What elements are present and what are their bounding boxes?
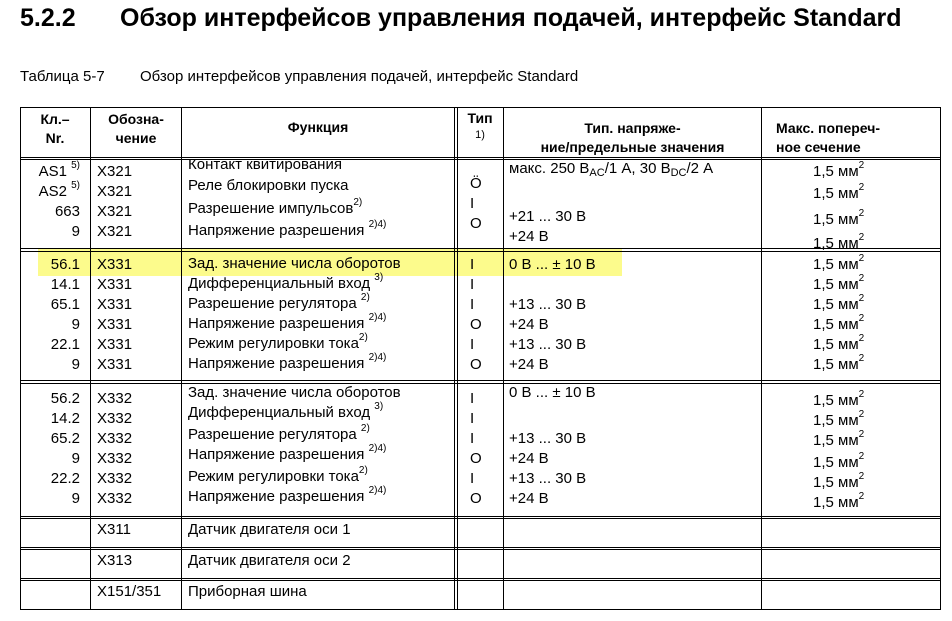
header-section-line2: ное сечение xyxy=(776,139,861,155)
terminal-value: 663 xyxy=(54,203,80,220)
grid-line xyxy=(20,518,941,519)
function-value xyxy=(188,254,401,274)
header-designation-line1: Обозна- xyxy=(108,111,164,127)
section-text: 1,5 мм xyxy=(813,235,859,252)
section-value xyxy=(813,162,864,182)
voltage-value: +24 В xyxy=(509,316,549,333)
designation-value: X331 xyxy=(97,336,133,353)
header-voltage xyxy=(505,119,760,157)
superscript: 2 xyxy=(858,333,865,344)
section-number: 5.2.2 xyxy=(20,4,76,32)
group3-sections xyxy=(813,389,864,509)
table-cell xyxy=(22,182,80,202)
function-text: Дифференциальный вход xyxy=(188,275,371,292)
section-text: 1,5 мм xyxy=(813,392,859,409)
section-value xyxy=(813,493,864,513)
section-text: 1,5 мм xyxy=(813,474,859,491)
terminal-value: 9 xyxy=(71,356,80,373)
type-value: I xyxy=(470,390,475,407)
function-value xyxy=(188,403,401,423)
superscript: 2 xyxy=(858,353,865,364)
grid-line xyxy=(20,383,941,384)
voltage-value xyxy=(509,403,596,423)
group1-designations xyxy=(97,162,132,242)
group3-terminals xyxy=(22,389,80,509)
footnote-ref: 2) xyxy=(360,292,370,303)
grid-line xyxy=(20,580,941,581)
terminal-value: 14.1 xyxy=(50,276,80,293)
footnote-ref: 2)4) xyxy=(368,219,387,230)
function-value xyxy=(188,314,401,334)
grid-line xyxy=(20,159,941,160)
section-text: 1,5 мм xyxy=(813,494,859,511)
type-value: I xyxy=(470,195,475,212)
grid-line xyxy=(181,107,182,610)
footnote-ref: 2)4) xyxy=(368,443,387,454)
grid-line xyxy=(20,516,941,517)
group2-voltages xyxy=(509,255,596,375)
terminal-value: 9 xyxy=(71,316,80,333)
superscript: 2 xyxy=(858,409,865,420)
terminal-value: 9 xyxy=(71,450,80,467)
group2-sections xyxy=(813,255,864,375)
voltage-value: +13 ... 30 В xyxy=(509,470,587,487)
footnote-ref: 3) xyxy=(374,401,384,412)
terminal-value: 22.2 xyxy=(50,470,80,487)
function-text: Дифференциальный вход xyxy=(188,404,371,421)
terminal-value: AS1 xyxy=(38,163,67,180)
designation-value: X331 xyxy=(97,356,133,373)
function-value xyxy=(188,334,401,354)
terminal-value: AS2 xyxy=(38,183,67,200)
grid-line xyxy=(20,549,941,550)
type-value: I xyxy=(470,470,475,487)
grid-line xyxy=(940,107,941,610)
section-text: 1,5 мм xyxy=(813,316,859,333)
header-section-line1: Макс. попереч- xyxy=(776,120,881,136)
designation-value: X321 xyxy=(97,203,133,220)
function-value: Приборная шина xyxy=(188,583,307,600)
voltage-value: +13 ... 30 В xyxy=(509,336,587,353)
function-text: Реле блокировки пуска xyxy=(188,177,349,194)
designation-value: X311 xyxy=(97,521,131,538)
type-value: I xyxy=(470,430,475,447)
footnote-ref: 5) xyxy=(71,180,80,191)
group2-functions xyxy=(188,254,401,374)
voltage-value: +24 В xyxy=(509,228,549,245)
section-value xyxy=(813,234,864,254)
footnote-ref: 2)4) xyxy=(368,485,387,496)
section-value xyxy=(813,431,864,451)
section-value xyxy=(813,411,864,431)
type-value: I xyxy=(470,256,475,273)
header-terminal-line1: Кл.– xyxy=(40,111,70,127)
grid-line xyxy=(503,107,504,610)
function-text: Напряжение разрешения xyxy=(188,488,365,505)
function-text: Контакт квитирования xyxy=(188,156,342,173)
function-text: Разрешение регулятора xyxy=(188,295,357,312)
grid-line xyxy=(20,157,941,158)
terminal-value: 56.2 xyxy=(50,390,80,407)
terminal-value: 56.1 xyxy=(50,256,80,273)
superscript: 2 xyxy=(858,273,865,284)
group2-designations xyxy=(97,255,132,375)
voltage-value xyxy=(509,275,596,295)
footnote-ref: 5) xyxy=(71,160,80,171)
voltage-value: +24 В xyxy=(509,356,549,373)
table-cell xyxy=(22,202,80,222)
header-type-note: 1) xyxy=(475,129,485,141)
section-text: 1,5 мм xyxy=(813,432,859,449)
voltage-value xyxy=(509,183,713,203)
function-value xyxy=(188,155,386,175)
function-value xyxy=(188,383,401,403)
header-voltage-line2: ние/предельные значения xyxy=(540,139,725,155)
section-value xyxy=(813,391,864,411)
header-type-line1: Тип xyxy=(467,110,493,126)
header-terminal xyxy=(22,110,88,148)
designation-value: X331 xyxy=(97,256,133,273)
superscript: 2 xyxy=(858,232,865,243)
section-text: 1,5 мм xyxy=(813,163,859,180)
function-value xyxy=(188,425,401,445)
group1-voltages xyxy=(509,159,713,243)
section-text: 1,5 мм xyxy=(813,412,859,429)
function-text: Разрешение импульсов xyxy=(188,200,354,217)
superscript: 2 xyxy=(858,429,865,440)
section-value xyxy=(813,355,864,375)
designation-value: X332 xyxy=(97,450,133,467)
group3-types xyxy=(470,389,482,509)
grid-line xyxy=(20,547,941,548)
footnote-ref: 2) xyxy=(358,332,368,343)
function-text: Напряжение разрешения xyxy=(188,355,365,372)
voltage-value: 0 В ... ± 10 В xyxy=(509,384,596,401)
superscript: 2 xyxy=(858,471,865,482)
function-text: Режим регулировки тока xyxy=(188,468,359,485)
function-text: Напряжение разрешения xyxy=(188,222,365,239)
designation-value: X332 xyxy=(97,390,133,407)
group2-types xyxy=(470,255,482,375)
group3-functions xyxy=(188,383,401,503)
terminal-value: 22.1 xyxy=(50,336,80,353)
table-number: Таблица 5-7 xyxy=(20,68,105,85)
superscript: 2 xyxy=(858,451,865,462)
superscript: 2 xyxy=(858,253,865,264)
type-value: I xyxy=(470,276,475,293)
voltage-text: /1 А, 30 В xyxy=(604,160,671,177)
grid-line xyxy=(20,251,941,252)
function-value xyxy=(188,467,401,487)
voltage-value: +24 В xyxy=(509,490,549,507)
function-value xyxy=(188,199,386,219)
function-value xyxy=(188,221,386,241)
grid-line xyxy=(20,609,941,610)
voltage-text: /2 А xyxy=(686,160,714,177)
grid-line xyxy=(457,107,458,610)
type-value: O xyxy=(470,490,482,507)
superscript: 2 xyxy=(858,491,865,502)
section-value xyxy=(813,184,864,204)
footnote-ref: 2)4) xyxy=(368,312,387,323)
section-value xyxy=(813,473,864,493)
terminal-value: 14.2 xyxy=(50,410,80,427)
type-value: I xyxy=(470,336,475,353)
section-text: 1,5 мм xyxy=(813,356,859,373)
section-text: 1,5 мм xyxy=(813,211,859,228)
type-value: O xyxy=(470,356,482,373)
designation-value: X321 xyxy=(97,183,133,200)
type-value: I xyxy=(470,296,475,313)
grid-line xyxy=(90,107,91,610)
group1-types xyxy=(470,174,482,234)
header-designation-line2: чение xyxy=(115,130,157,146)
designation-value: X332 xyxy=(97,490,133,507)
grid-line xyxy=(20,578,941,579)
function-value xyxy=(188,176,386,196)
voltage-subscript: AC xyxy=(589,167,605,179)
voltage-subscript: DC xyxy=(670,167,687,179)
designation-value: X313 xyxy=(97,552,133,569)
grid-line xyxy=(761,107,762,610)
voltage-value xyxy=(509,159,713,183)
section-title: Обзор интерфейсов управления подачей, интерфейс Standard xyxy=(120,4,902,32)
superscript: 2 xyxy=(858,293,865,304)
footnote-ref: 2) xyxy=(358,465,368,476)
terminal-value: 9 xyxy=(71,490,80,507)
designation-value: X331 xyxy=(97,296,133,313)
section-value xyxy=(813,335,864,355)
designation-value: X331 xyxy=(97,276,133,293)
grid-line xyxy=(20,380,941,381)
superscript: 2 xyxy=(858,182,865,193)
designation-value: X332 xyxy=(97,410,133,427)
header-voltage-line1: Тип. напряже- xyxy=(584,120,681,136)
group3-designations xyxy=(97,389,132,509)
grid-line xyxy=(454,107,455,610)
function-value xyxy=(188,445,401,465)
superscript: 2 xyxy=(858,208,865,219)
grid-line xyxy=(20,107,941,108)
function-text: Зад. значение числа оборотов xyxy=(188,384,401,401)
voltage-value: +13 ... 30 В xyxy=(509,430,587,447)
function-value: Датчик двигателя оси 1 xyxy=(188,521,351,538)
header-section xyxy=(763,119,939,157)
function-text: Режим регулировки тока xyxy=(188,335,359,352)
terminal-value: 65.1 xyxy=(50,296,80,313)
designation-value: X331 xyxy=(97,316,133,333)
footnote-ref: 2)4) xyxy=(368,352,387,363)
terminal-value: 9 xyxy=(71,223,80,240)
section-value xyxy=(813,210,864,230)
function-text: Напряжение разрешения xyxy=(188,446,365,463)
terminal-value: 65.2 xyxy=(50,430,80,447)
voltage-value: +24 В xyxy=(509,450,549,467)
section-value xyxy=(813,275,864,295)
superscript: 2 xyxy=(858,389,865,400)
function-value xyxy=(188,354,401,374)
section-value xyxy=(813,295,864,315)
section-text: 1,5 мм xyxy=(813,336,859,353)
type-value: O xyxy=(470,215,482,232)
section-value xyxy=(813,255,864,275)
header-terminal-line2: Nr. xyxy=(45,130,65,146)
section-text: 1,5 мм xyxy=(813,256,859,273)
section-text: 1,5 мм xyxy=(813,276,859,293)
voltage-value: 0 В ... ± 10 В xyxy=(509,256,596,273)
designation-value: X321 xyxy=(97,223,133,240)
designation-value: X332 xyxy=(97,470,133,487)
function-value xyxy=(188,294,401,314)
section-text: 1,5 мм xyxy=(813,454,859,471)
header-type xyxy=(458,109,502,142)
group1-sections xyxy=(813,160,865,252)
footnote-ref: 2) xyxy=(353,197,363,208)
function-text: Напряжение разрешения xyxy=(188,315,365,332)
type-value: I xyxy=(470,410,475,427)
voltage-value: +21 ... 30 В xyxy=(509,208,587,225)
type-value: O xyxy=(470,316,482,333)
designation-value: X321 xyxy=(97,163,133,180)
designation-value: X151/351 xyxy=(97,583,162,600)
grid-line xyxy=(20,107,21,610)
section-text: 1,5 мм xyxy=(813,296,859,313)
function-text: Зад. значение числа оборотов xyxy=(188,255,401,272)
function-value xyxy=(188,487,401,507)
type-value: Ö xyxy=(470,175,482,192)
type-value: O xyxy=(470,450,482,467)
superscript: 2 xyxy=(858,160,865,171)
function-text: Разрешение регулятора xyxy=(188,426,357,443)
section-value xyxy=(813,315,864,335)
function-value: Датчик двигателя оси 2 xyxy=(188,552,351,569)
voltage-text: макс. 250 В xyxy=(509,160,590,177)
group1-terminals xyxy=(22,162,80,242)
group1-functions xyxy=(188,155,387,239)
footnote-ref: 3) xyxy=(374,272,384,283)
group2-terminals xyxy=(22,255,80,375)
table-cell xyxy=(22,162,80,182)
section-value xyxy=(813,453,864,473)
grid-line xyxy=(20,248,941,249)
group3-voltages xyxy=(509,383,596,507)
table-caption-text: Обзор интерфейсов управления подачей, интерфейс Standard xyxy=(140,68,579,85)
function-value xyxy=(188,274,401,294)
voltage-value: +13 ... 30 В xyxy=(509,296,587,313)
section-text: 1,5 мм xyxy=(813,185,859,202)
table-cell xyxy=(22,222,80,242)
superscript: 2 xyxy=(858,313,865,324)
designation-value: X332 xyxy=(97,430,133,447)
footnote-ref: 2) xyxy=(360,423,370,434)
header-function: Функция xyxy=(287,119,349,135)
header-designation xyxy=(92,110,180,148)
